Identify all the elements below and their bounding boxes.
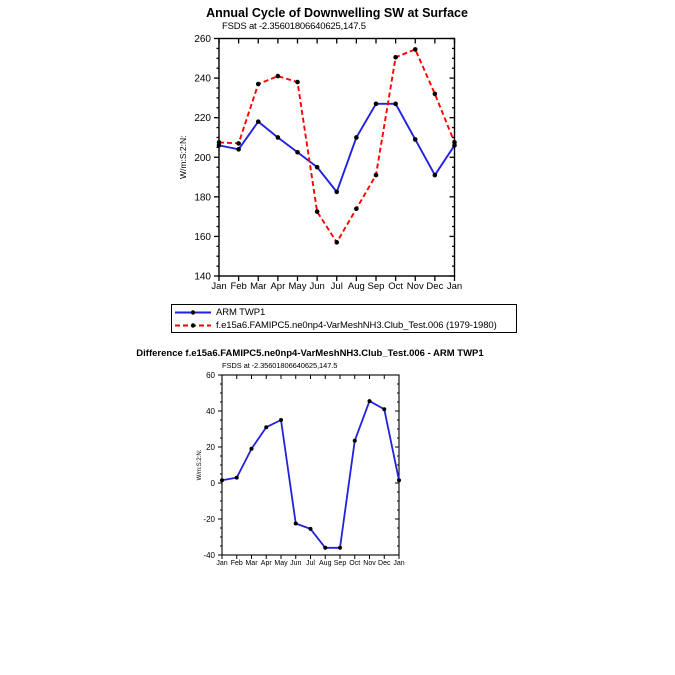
data-point <box>236 141 241 146</box>
y-tick-label: 240 <box>194 73 211 85</box>
x-tick-label: Jul <box>330 281 343 292</box>
data-point <box>250 447 254 451</box>
x-tick-label: Apr <box>270 281 286 292</box>
top-chart <box>178 34 462 292</box>
y-tick-label: 0 <box>210 478 215 488</box>
legend-line-sample <box>174 321 214 330</box>
x-tick-label: Jan <box>211 281 227 292</box>
y-tick-label: 60 <box>206 370 215 380</box>
x-tick-label: Dec <box>426 281 444 292</box>
bottom-chart-title: Difference f.e15a6.FAMIPC5.ne0np4-VarMeshNH3.Club_Test.006 - ARM TWP1 <box>136 348 484 359</box>
top-chart-title: Annual Cycle of Downwelling SW at Surface <box>206 6 468 20</box>
bottom-chart <box>197 371 405 567</box>
x-tick-label: Nov <box>406 281 424 292</box>
data-point <box>217 140 222 145</box>
data-point <box>220 478 224 482</box>
y-axis-title: W/m:S:2:N: <box>178 135 188 179</box>
data-point <box>397 478 401 482</box>
data-point <box>295 80 300 85</box>
y-tick-label: 20 <box>206 442 215 452</box>
y-tick-label: -40 <box>203 550 215 560</box>
x-tick-label: Oct <box>388 281 404 292</box>
legend-item-label: f.e15a6.FAMIPC5.ne0np4-VarMeshNH3.Club_Test.006 (1979-1980) <box>216 319 497 331</box>
y-axis-title: W/m:S:2:N: <box>197 449 203 481</box>
legend-item <box>174 306 516 318</box>
data-point <box>374 102 379 107</box>
x-tick-label: Aug <box>319 560 332 567</box>
x-tick-label: Aug <box>347 281 365 292</box>
data-point <box>295 150 300 155</box>
x-tick-label: Sep <box>333 560 347 567</box>
x-tick-label: Feb <box>230 560 243 567</box>
data-point <box>354 135 359 140</box>
top-chart-subtitle: FSDS at -2.35601806640625,147.5 <box>222 21 366 32</box>
x-tick-label: Mar <box>250 281 267 292</box>
data-point <box>334 240 339 245</box>
data-point <box>353 439 357 443</box>
bottom-chart-subtitle: FSDS at -2.35601806640625,147.5 <box>222 361 338 370</box>
data-point <box>264 425 268 429</box>
data-point <box>368 399 372 403</box>
x-tick-label: Jan <box>216 560 228 567</box>
data-point <box>279 418 283 422</box>
data-point <box>338 546 342 550</box>
series-line <box>219 104 455 192</box>
x-tick-label: Feb <box>230 281 247 292</box>
x-tick-label: Sep <box>367 281 385 292</box>
x-tick-label: Dec <box>378 560 391 567</box>
legend-marker <box>191 323 195 327</box>
data-point <box>315 209 320 214</box>
data-point <box>256 119 261 124</box>
data-point <box>235 476 239 480</box>
data-point <box>433 173 438 178</box>
data-point <box>354 206 359 211</box>
data-point <box>413 137 418 142</box>
data-point <box>309 527 313 531</box>
x-tick-label: Jul <box>306 560 315 567</box>
series-line <box>222 401 399 548</box>
y-tick-label: 220 <box>194 113 211 125</box>
data-point <box>374 173 379 178</box>
y-tick-label: 200 <box>194 152 211 164</box>
legend-line-sample <box>174 308 214 317</box>
data-point <box>413 47 418 52</box>
x-tick-label: May <box>274 560 288 567</box>
y-tick-label: 140 <box>194 271 211 283</box>
data-point <box>315 165 320 170</box>
x-tick-label: May <box>288 281 307 292</box>
x-tick-label: Jan <box>393 560 405 567</box>
data-point <box>433 92 438 97</box>
data-point <box>452 140 457 145</box>
y-tick-label: 180 <box>194 192 211 204</box>
x-tick-label: Jun <box>290 560 302 567</box>
x-tick-label: Jan <box>446 281 463 292</box>
data-point <box>276 74 281 79</box>
legend-box <box>171 304 517 333</box>
y-tick-label: 40 <box>206 406 215 416</box>
legend-marker <box>191 310 195 314</box>
y-tick-label: 160 <box>194 231 211 243</box>
x-tick-label: Jun <box>309 281 325 292</box>
data-point <box>393 55 398 60</box>
x-tick-label: Mar <box>245 560 258 567</box>
legend-item <box>174 319 516 331</box>
data-point <box>276 135 281 140</box>
y-tick-label: 260 <box>194 34 211 45</box>
legend-item-label: ARM TWP1 <box>216 306 266 318</box>
data-point <box>382 407 386 411</box>
data-point <box>294 522 298 526</box>
y-tick-label: -20 <box>203 514 215 524</box>
data-point <box>334 190 339 195</box>
x-tick-label: Apr <box>260 560 272 567</box>
data-point <box>393 102 398 107</box>
data-point <box>323 546 327 550</box>
data-point <box>256 82 261 87</box>
x-tick-label: Nov <box>363 560 376 567</box>
data-point <box>236 147 241 152</box>
x-tick-label: Oct <box>349 560 361 567</box>
